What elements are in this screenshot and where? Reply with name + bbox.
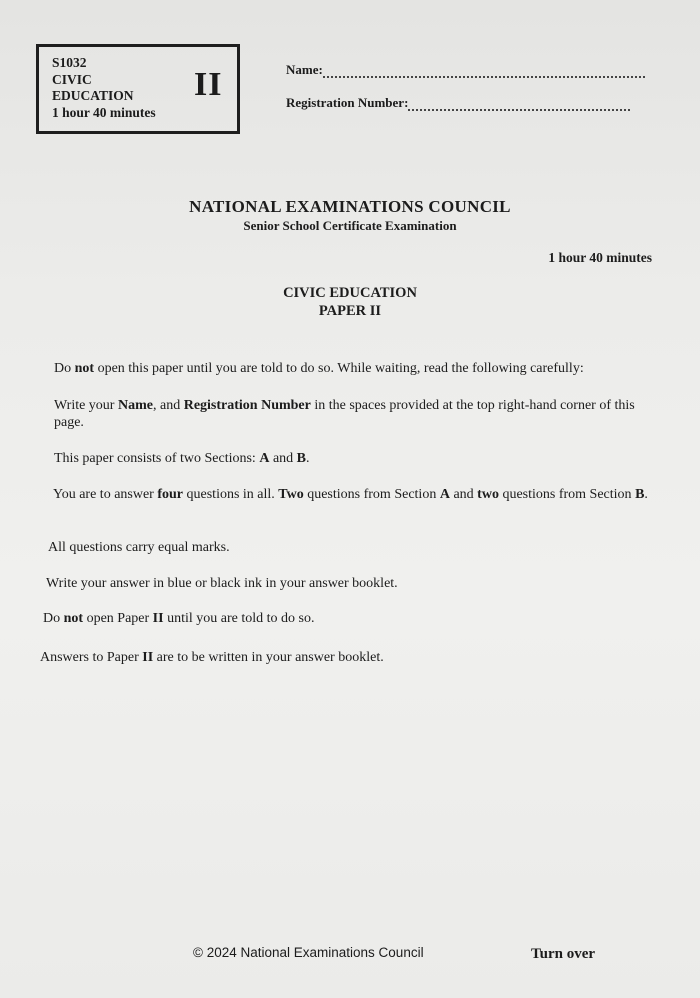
instruction-3: This paper consists of two Sections: A and B. bbox=[54, 451, 310, 466]
instruction-8: Answers to Paper II are to be written in your answer booklet. bbox=[40, 650, 384, 665]
paper-title: PAPER II bbox=[318, 303, 382, 319]
instruction-4: You are to answer four questions in all. Two questions from Section A and two questions from Section B. bbox=[53, 487, 648, 502]
name-field bbox=[286, 62, 654, 78]
instruction-5: All questions carry equal marks. bbox=[48, 540, 230, 555]
name-label: Name: bbox=[286, 62, 323, 77]
subject-line-2: EDUCATION bbox=[52, 88, 134, 103]
paper-code-box bbox=[36, 44, 240, 134]
copyright-notice: © 2024 National Examinations Council bbox=[193, 945, 424, 960]
registration-label: Registration Number: bbox=[286, 95, 409, 110]
turn-over-label: Turn over bbox=[531, 946, 596, 962]
paper-code: S1032 bbox=[52, 55, 87, 70]
exam-title: Senior School Certificate Examination bbox=[243, 218, 457, 233]
instruction-1: Do not open this paper until you are told to do so. While waiting, read the following carefully: bbox=[54, 361, 584, 376]
instruction-2: Write your Name, and Registration Number in the spaces provided at the top right-hand corner of this page. bbox=[54, 398, 635, 430]
registration-dotted-line bbox=[408, 97, 630, 111]
exam-duration: 1 hour 40 minutes bbox=[548, 250, 652, 265]
name-dotted-line bbox=[323, 64, 645, 78]
paper-numeral: II bbox=[194, 66, 223, 103]
instruction-6: Write your answer in blue or black ink in your answer booklet. bbox=[46, 576, 398, 591]
registration-field bbox=[286, 95, 656, 111]
box-time: 1 hour 40 minutes bbox=[52, 104, 156, 120]
subject-line-1: CIVIC bbox=[52, 71, 92, 87]
instruction-7: Do not open Paper II until you are told to do so. bbox=[43, 611, 315, 626]
council-title: NATIONAL EXAMINATIONS COUNCIL bbox=[189, 197, 511, 216]
subject-title: CIVIC EDUCATION bbox=[283, 285, 417, 301]
